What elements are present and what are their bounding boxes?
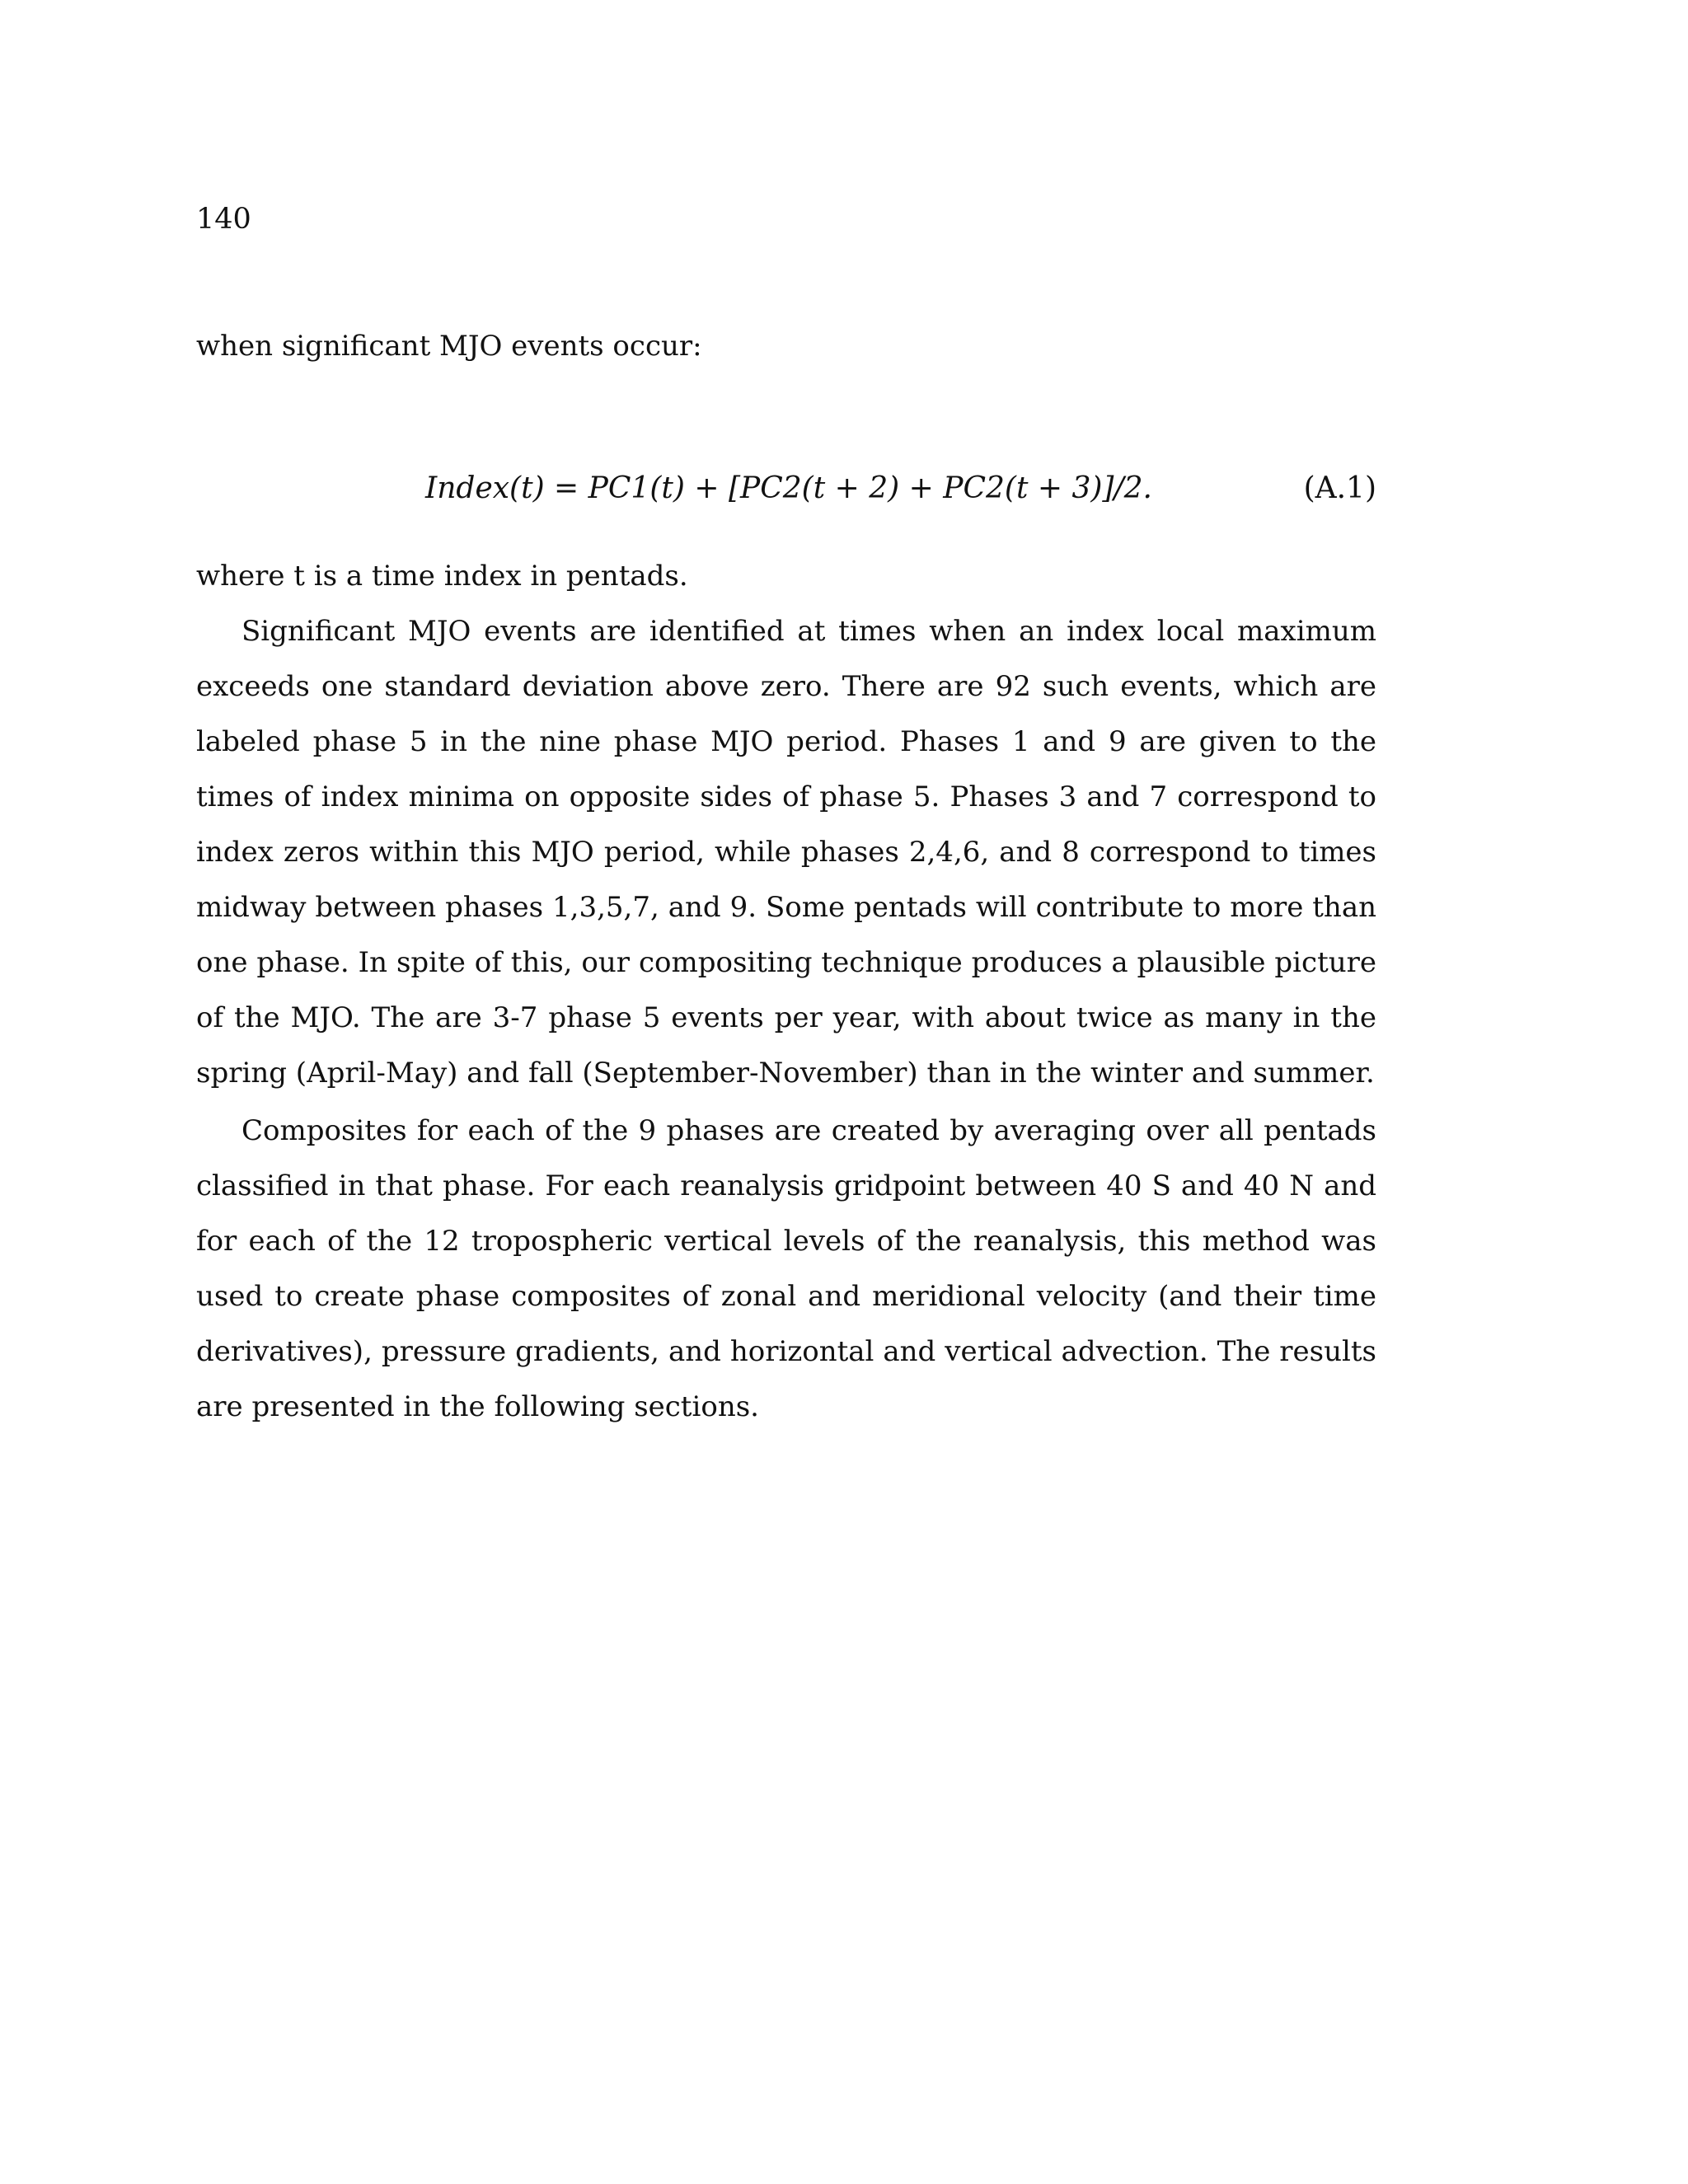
page-number: 140 — [196, 203, 251, 236]
where-text: where t is a time index in pentads. — [196, 560, 688, 593]
paragraph-composites: Composites for each of the 9 phases are created by averaging over all pentads classified in that phase. For each reanalysis gridpoint between 40 S and 40 N and for each of the 12 tropospheric vertical levels of the reanalysis, this method was used to create phase composites of zonal and meridional velocity (and their time derivatives), pressure gradients, and horizontal and vertical advection. The results are presented in the following sections. — [196, 1114, 1376, 1423]
intro-text: when significant MJO events occur: — [196, 330, 702, 363]
paragraph-phases: Significant MJO events are identified at times when an index local maximum exceeds one standard deviation above zero. There are 92 such events, which are labeled phase 5 in the nine phase MJO period. Phases 1 and 9 are given to the times of index minima on opposite sides of phase 5. Phases 3 and 7 correspond to index zeros within this MJO period, while phases 2,4,6, and 8 correspond to times midway between phases 1,3,5,7, and 9. Some pentads will contribute to more than one phase. In spite of this, our compositing technique produces a plausible picture of the MJO. The are 3-7 phase 5 events per year, with about twice as many in the spring (April-May) and fall (September-November) than in the winter and summer. — [196, 615, 1376, 1090]
equation-expression: Index(t) = PC1(t) + [PC2(t + 2) + PC2(t + 3)]/2. — [425, 471, 1152, 505]
equation-row — [196, 466, 1376, 511]
equation-label: (A.1) — [1303, 471, 1376, 505]
